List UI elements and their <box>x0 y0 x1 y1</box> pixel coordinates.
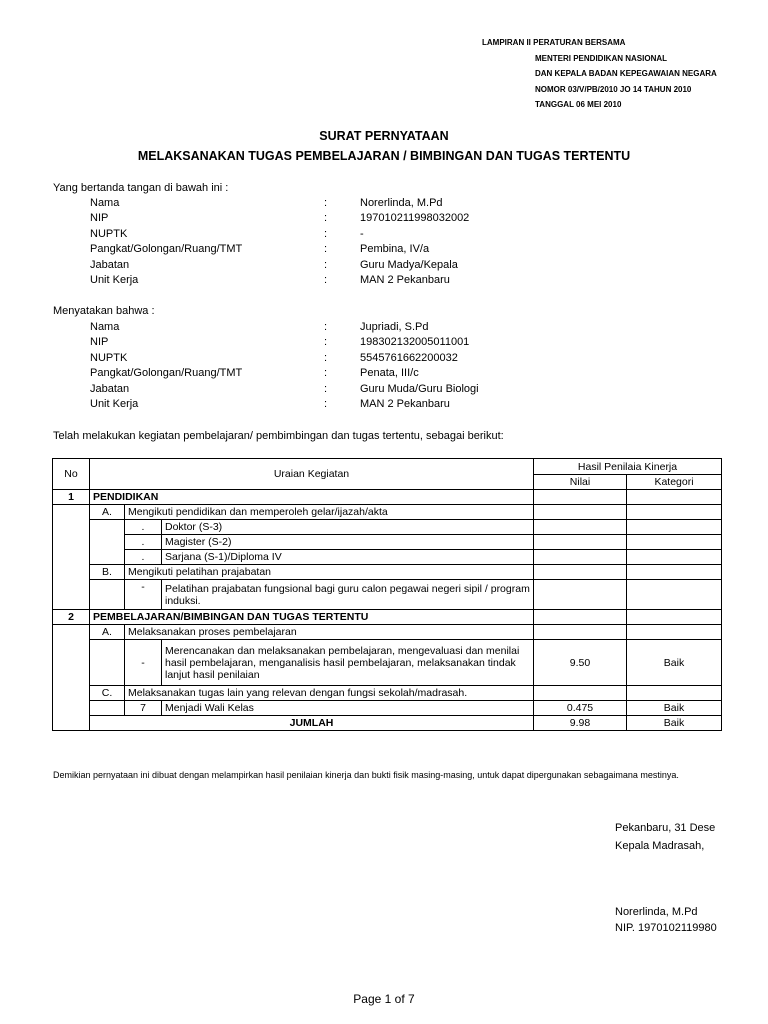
subject-colon: : <box>324 383 328 395</box>
subject-colon: : <box>324 336 328 348</box>
signature-nip: NIP. 1970102119980 <box>615 922 717 934</box>
page-number: Page 1 of 7 <box>353 992 415 1006</box>
subject-colon: : <box>324 321 328 333</box>
header-line-1: LAMPIRAN II PERATURAN BERSAMA <box>482 38 626 47</box>
table-row <box>53 701 722 716</box>
subject-value-nip: 198302132005011001 <box>360 336 470 348</box>
item-text: Sarjana (S-1)/Diploma IV <box>162 550 534 565</box>
bullet: . <box>125 550 162 565</box>
subject-label-jabatan: Jabatan <box>90 383 130 395</box>
kategori-value: Baik <box>627 701 722 716</box>
table-row <box>53 640 722 686</box>
nilai-value: 9.50 <box>534 640 627 686</box>
header-kategori: Kategori <box>627 475 722 490</box>
header-line-3: DAN KEPALA BADAN KEPEGAWAIAN NEGARA <box>535 69 717 78</box>
signer-colon: : <box>324 259 328 271</box>
signer-intro: Yang bertanda tangan di bawah ini : <box>53 182 229 194</box>
table-row <box>53 625 722 640</box>
item-text: Magister (S-2) <box>162 535 534 550</box>
subject-colon: : <box>324 367 328 379</box>
item-text: Melaksanakan tugas lain yang relevan dengan fungsi sekolah/madrasah. <box>125 686 534 701</box>
subject-value-nama: Jupriadi, S.Pd <box>360 321 429 333</box>
header-line-2: MENTERI PENDIDIKAN NASIONAL <box>535 54 668 63</box>
signer-label-nuptk: NUPTK <box>90 228 128 240</box>
table-header-row <box>53 459 722 475</box>
signer-value-jabatan: Guru Madya/Kepala <box>360 259 458 271</box>
signer-label-nip: NIP <box>90 212 109 224</box>
item-text: Mengikuti pendidikan dan memperoleh gelar/ijazah/akta <box>125 505 534 520</box>
subject-intro: Menyatakan bahwa : <box>53 305 155 317</box>
signer-label-unit: Unit Kerja <box>90 274 139 286</box>
bullet: . <box>125 535 162 550</box>
table-row <box>53 505 722 520</box>
section-title: PENDIDIKAN <box>90 490 534 505</box>
section-title: PEMBELAJARAN/BIMBINGAN DAN TUGAS TERTENTU <box>90 610 534 625</box>
item-letter: A. <box>90 625 125 640</box>
closing-statement: Demikian pernyataan ini dibuat dengan melampirkan hasil penilaian kinerja dan bukti fisik masing-masing, untuk dapat dipergunakan sebagaimana mestinya. <box>53 770 679 780</box>
signer-value-nuptk: - <box>360 228 364 240</box>
signer-colon: : <box>324 274 328 286</box>
signer-value-unit: MAN 2 Pekanbaru <box>360 274 450 286</box>
subject-label-nuptk: NUPTK <box>90 352 128 364</box>
header-no: No <box>53 459 90 490</box>
table-intro: Telah melakukan kegiatan pembelajaran/ pembimbingan dan tugas tertentu, sebagai berikut: <box>53 430 504 442</box>
signature-role: Kepala Madrasah, <box>615 840 705 852</box>
subject-value-unit: MAN 2 Pekanbaru <box>360 398 450 410</box>
subject-value-nuptk: 5545761662200032 <box>360 352 458 364</box>
signer-label-jabatan: Jabatan <box>90 259 130 271</box>
bullet: - <box>125 580 162 610</box>
item-letter: A. <box>90 505 125 520</box>
table-row <box>53 535 722 550</box>
item-letter: B. <box>90 565 125 580</box>
item-text: Melaksanakan proses pembelajaran <box>125 625 534 640</box>
total-nilai: 9.98 <box>534 716 627 731</box>
signer-value-nip: 197010211998032002 <box>360 212 470 224</box>
item-text: Pelatihan prajabatan fungsional bagi guru calon pegawai negeri sipil / program induksi. <box>162 580 534 610</box>
bullet: - <box>125 640 162 686</box>
subject-colon: : <box>324 398 328 410</box>
table-row <box>53 520 722 535</box>
signer-value-pangkat: Pembina, IV/a <box>360 243 430 255</box>
item-text: Merencanakan dan melaksanakan pembelajaran, mengevaluasi dan menilai hasil pembelajaran, menganalisis hasil pembelajaran, melaksanakan tindak lanjut hasil penilaian <box>162 640 534 686</box>
subject-label-nama: Nama <box>90 321 120 333</box>
bullet: . <box>125 520 162 535</box>
signature-name: Norerlinda, M.Pd <box>615 906 698 918</box>
section-number: 2 <box>53 610 90 625</box>
header-hasil: Hasil Penilaia Kinerja <box>534 459 722 475</box>
kategori-value: Baik <box>627 640 722 686</box>
total-kategori: Baik <box>627 716 722 731</box>
item-text: Menjadi Wali Kelas <box>162 701 534 716</box>
signature-place-date: Pekanbaru, 31 Dese <box>615 822 716 834</box>
table-row <box>53 610 722 625</box>
subject-value-jabatan: Guru Muda/Guru Biologi <box>360 383 479 395</box>
subject-label-nip: NIP <box>90 336 109 348</box>
activity-table <box>52 458 722 731</box>
section-number: 1 <box>53 490 90 505</box>
table-total-row <box>53 716 722 731</box>
doc-subtitle: MELAKSANAKAN TUGAS PEMBELAJARAN / BIMBINGAN DAN TUGAS TERTENTU <box>137 149 631 163</box>
total-label: JUMLAH <box>90 716 534 731</box>
subject-colon: : <box>324 352 328 364</box>
signer-colon: : <box>324 243 328 255</box>
table-row <box>53 565 722 580</box>
subject-label-unit: Unit Kerja <box>90 398 139 410</box>
table-row <box>53 686 722 701</box>
signer-label-pangkat: Pangkat/Golongan/Ruang/TMT <box>90 243 243 255</box>
signer-label-nama: Nama <box>90 197 120 209</box>
table-row <box>53 490 722 505</box>
header-line-5: TANGGAL 06 MEI 2010 <box>535 100 622 109</box>
subject-value-pangkat: Penata, III/c <box>360 367 419 379</box>
doc-title: SURAT PERNYATAAN <box>319 129 449 143</box>
header-line-4: NOMOR 03/V/PB/2010 JO 14 TAHUN 2010 <box>535 85 692 94</box>
signer-colon: : <box>324 228 328 240</box>
signer-value-nama: Norerlinda, M.Pd <box>360 197 443 209</box>
item-number: 7 <box>125 701 162 716</box>
subject-label-pangkat: Pangkat/Golongan/Ruang/TMT <box>90 367 243 379</box>
item-text: Mengikuti pelatihan prajabatan <box>125 565 534 580</box>
header-uraian: Uraian Kegiatan <box>90 459 534 490</box>
item-text: Doktor (S-3) <box>162 520 534 535</box>
table-row <box>53 580 722 610</box>
signer-colon: : <box>324 212 328 224</box>
item-letter: C. <box>90 686 125 701</box>
nilai-value: 0.475 <box>534 701 627 716</box>
signer-colon: : <box>324 197 328 209</box>
table-row <box>53 550 722 565</box>
header-nilai: Nilai <box>534 475 627 490</box>
